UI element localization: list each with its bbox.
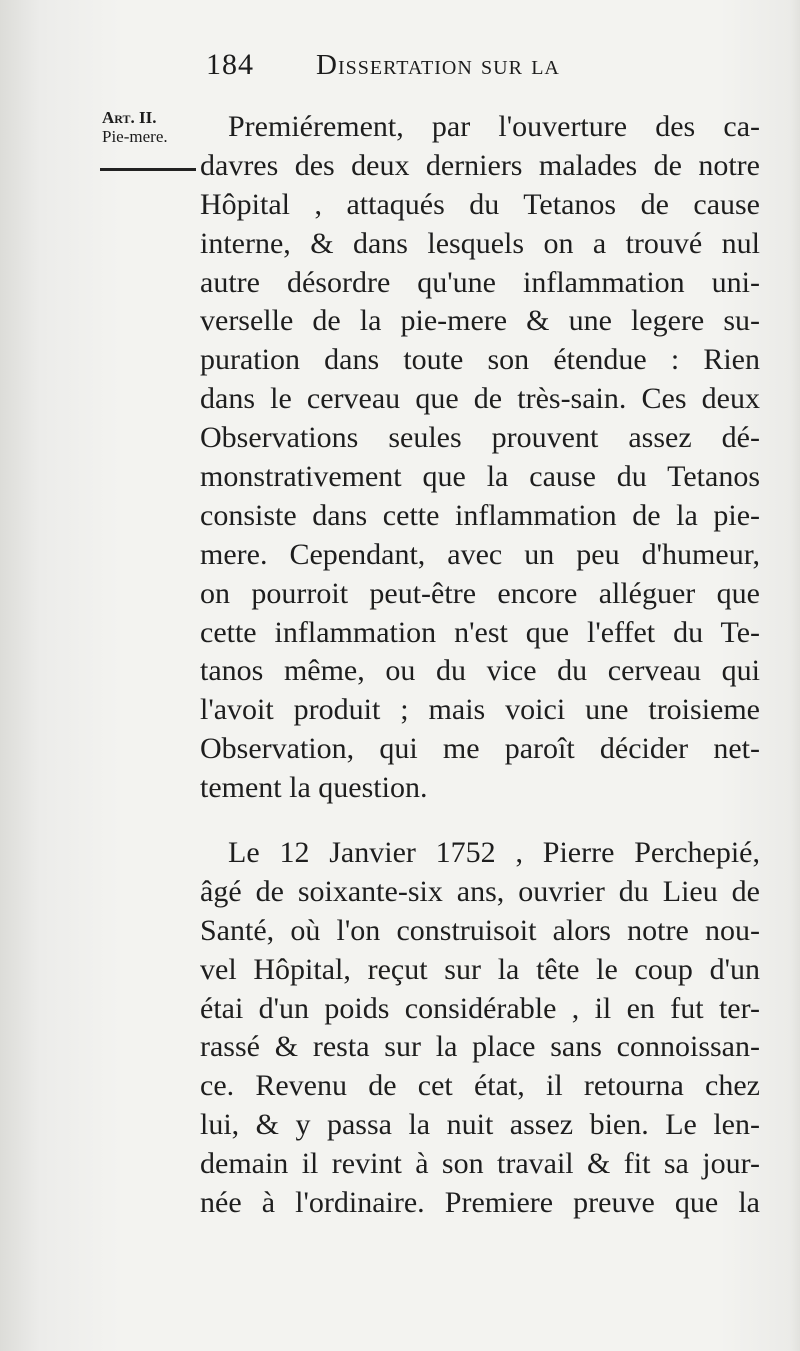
text-line: vel Hôpital, reçut sur la tête le coup d'un	[200, 952, 760, 986]
text-line: rassé & resta sur la place sans connoissan-	[200, 1030, 760, 1064]
margin-note	[102, 108, 202, 146]
text-line: consiste dans cette inflammation de la pie-	[200, 498, 760, 532]
text-line: cette inflammation n'est que l'effet du Te-	[200, 615, 760, 649]
text-line: tement la question.	[200, 771, 428, 805]
text-line: l'avoit produit ; mais voici une troisieme	[200, 693, 760, 727]
paragraph-2	[190, 834, 760, 1223]
text-line: Observation, qui me paroît décider net-	[200, 732, 760, 766]
text-line: mere. Cependant, avec un peu d'humeur,	[200, 537, 760, 571]
text-line: Hôpital , attaqués du Tetanos de cause	[200, 187, 760, 221]
paragraph-1	[190, 108, 760, 808]
text-line: dans le cerveau que de très-sain. Ces deux	[200, 382, 760, 416]
text-line: Observations seules prouvent assez dé-	[200, 421, 760, 455]
text-line: interne, & dans lesquels on a trouvé nul	[200, 226, 760, 260]
running-title: Dissertation sur la	[316, 49, 560, 81]
text-line: demain il revint à son travail & fit sa jour-	[200, 1147, 760, 1181]
text-line: autre désordre qu'une inflammation uni-	[200, 265, 760, 299]
text-line: tanos même, ou du vice du cerveau qui	[200, 654, 760, 688]
text-line: ce. Revenu de cet état, il retourna chez	[200, 1069, 760, 1103]
text-line: Le 12 Janvier 1752 , Pierre Perchepié,	[228, 836, 760, 870]
text-line: davres des deux derniers malades de notre	[200, 148, 760, 182]
margin-note-subject: Pie-mere.	[102, 127, 168, 146]
text-line: née à l'ordinaire. Premiere preuve que la	[200, 1186, 760, 1220]
margin-note-article: Art. II.	[102, 108, 157, 127]
text-line: lui, & y passa la nuit assez bien. Le len-	[200, 1108, 760, 1142]
text-line: verselle de la pie-mere & une legere su-	[200, 304, 760, 338]
paragraph-gap	[190, 808, 760, 834]
text-line: âgé de soixante-six ans, ouvrier du Lieu de	[200, 874, 760, 908]
page-number: 184	[206, 48, 254, 81]
text-line: on pourroit peut-être encore alléguer que	[200, 576, 760, 610]
text-line: monstrativement que la cause du Tetanos	[200, 460, 760, 494]
text-line: Premiérement, par l'ouverture des ca-	[228, 110, 760, 143]
text-line: puration dans toute son étendue : Rien	[200, 343, 760, 377]
text-line: Santé, où l'on construisoit alors notre nou-	[200, 913, 760, 947]
body-text	[190, 108, 760, 1223]
running-head	[200, 42, 700, 88]
text-line: étai d'un poids considérable , il en fut ter-	[200, 991, 760, 1025]
margin-rule	[100, 168, 196, 171]
